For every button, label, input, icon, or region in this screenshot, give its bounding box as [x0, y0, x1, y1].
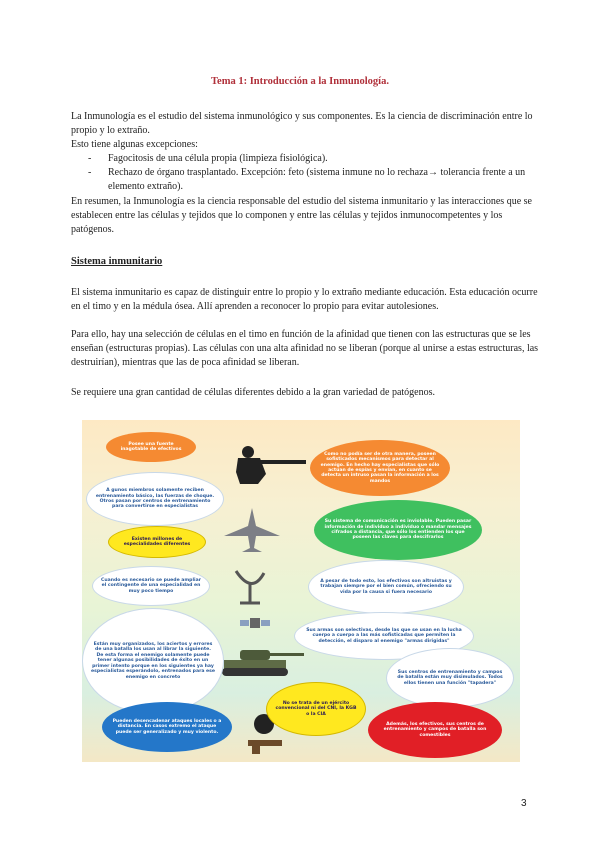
page-title: Tema 1: Introducción a la Inmunología.	[211, 76, 389, 87]
soldier-silhouette-icon	[230, 444, 308, 484]
paragraph-education: El sistema inmunitario es capaz de distinguir entre lo propio y lo extraño mediante educación. Esta educación ocurre en el timo y en la médula ósea. Allí aprenden a reconocer lo propio para evitar autolesiones.	[71, 287, 538, 312]
bubble-communication: Su sistema de comunicación es inviolable. Pueden pasar información de individuo a individuo o mandar mensajes cifrados a distancia, que sólo los entienden los que poseen las claves para descifrarlos	[314, 500, 482, 560]
pistol-icon	[248, 738, 288, 754]
bubble-expand-contingent: Cuando es necesario se puede ampliar el contingente de una especialidad en muy poco tiempo	[92, 566, 210, 606]
page-number: 3	[521, 798, 527, 809]
bubble-specialties: Existen millones de especialidades diferentes	[108, 526, 206, 558]
bubble-not-conventional: No se trata de un ejército convencional ni del CNI, la KGB o la CIA	[266, 682, 366, 736]
bubble-altruism: A pesar de todo esto, los efectivos son altruistas y trabajan siempre por el bien común, ofreciendo su vida por la causa si fuera necesario	[308, 560, 464, 614]
satellite-icon	[240, 610, 270, 636]
bubble-weapons: Sus armas son selectivas, desde las que se usan en la lucha cuerpo a cuerpo a las más sofisticadas que permiten la detección, el disparo al enemigo "armas dirigidas"	[294, 612, 474, 660]
list-item: - Fagocitosis de una célula propia (limpieza fisiológica).	[71, 152, 541, 166]
bubble-attacks: Pueden desencadenar ataques locales o a distancia. En casos extremo el ataque puede ser generalizado y muy violento.	[102, 702, 232, 752]
exceptions-list	[71, 152, 541, 193]
summary-paragraph: En resumen, la Inmunología es la ciencia responsable del estudio del sistema inmunitario y las interacciones que se establecen entre las células y tejidos que lo componen y entre las células y tejidos inmunocompetentes y los patógenos.	[71, 196, 532, 235]
list-item: - Rechazo de órgano trasplantado. Excepción: feto (sistema inmune no lo rechaza→ tolerancia frente a un elemento extraño).	[71, 166, 541, 194]
bubble-edible: Además, los efectivos, sus centros de entrenamiento y campos de batalla son comestibles	[368, 702, 502, 758]
exceptions-intro: Esto tiene algunas excepciones:	[71, 139, 198, 150]
section-heading: Sistema inmunitario	[71, 256, 163, 267]
bubble-training-centers: Sus centros de entrenamiento y campos de batalla están muy disimulados. Todos ellos tienen una función "tapadera"	[386, 648, 514, 708]
bubble-training: A gunos miembros solamente reciben entrenamiento básico, las fuerzas de choque. Otros pasan por centros de entrenamiento para convertirse en especialistas	[86, 472, 224, 526]
fighter-jet-icon	[222, 506, 282, 552]
intro-paragraph: La Inmunología es el estudio del sistema inmunológico y sus componentes. Es la ciencia de discriminación entre lo propio y lo extraño.	[71, 111, 533, 136]
radar-dish-icon	[232, 565, 268, 605]
bubble-unlimited-troops: Posee una fuente inagotable de efectivos	[106, 432, 196, 462]
bubble-organization: Están muy organizados, los aciertos y errores de una batalla los usan al librar la siguiente. De esta forma el enemigo solamente puede tener algunas posibilidades de éxito en un primer intento porque en los siguientes ya hay especialistas esperándolo, entrenados para ese enemigo en concreto	[82, 608, 224, 714]
bubble-detection: Como no podía ser de otra manera, poseen sofisticados mecanismos para detectar al enemigo. En hecho hay especialistas que sólo actúan de espías y envían, en cuanto se detecta un intruso pasan la información a los mandos	[310, 440, 450, 496]
immune-army-infographic	[82, 420, 520, 762]
paragraph-variety: Se requiere una gran cantidad de células diferentes debido a la gran variedad de patógenos.	[71, 387, 436, 398]
paragraph-selection: Para ello, hay una selección de células en el timo en función de la afinidad que tienen con las estructuras que se les enseñan (estructuras propias). Las células con una alta afinidad no se liberan (porque al unirse a estas estructuras, las destruirían), mientras que las de poca afinidad se liberan.	[71, 329, 539, 368]
tank-icon	[220, 646, 306, 678]
